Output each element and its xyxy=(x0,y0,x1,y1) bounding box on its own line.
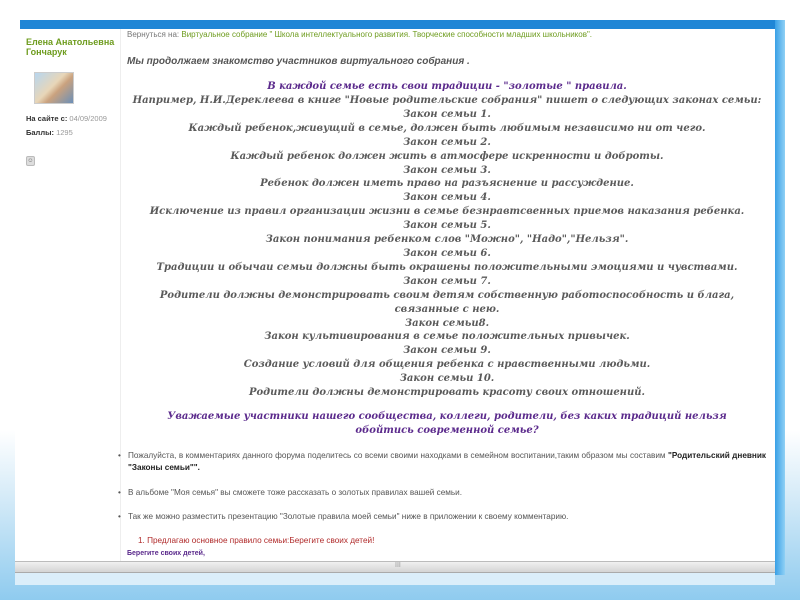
law-text: Каждый ребенок должен жить в атмосфере искренности и доброты. xyxy=(230,150,664,162)
law-heading: Закон семьи 5. xyxy=(403,220,491,232)
law-text: Закон понимания ребенком слов "Можно", "Надо","Нельзя". xyxy=(265,234,629,246)
status-icon[interactable]: ☺ xyxy=(27,158,34,164)
joined-value: 04/09/2009 xyxy=(69,114,107,123)
points-info xyxy=(26,128,73,137)
law-text: Традиции и обычаи семьи должны быть окрашены положительными эмоциями и чувствами. xyxy=(156,261,738,273)
breadcrumb xyxy=(127,30,592,39)
diary-title: "Родительский дневник "Законы семьи"". xyxy=(128,451,766,472)
law-text: Каждый ребенок,живущий в семье, должен быть любимым независимо ни от чего. xyxy=(188,122,706,134)
bullet-item: • Пожалуйста, в комментариях данного форума поделитесь со всеми своими находками в семейном воспитании,таким образом мы составим "Родительский дневник "Законы семьи"". xyxy=(118,450,766,474)
author-sidebar xyxy=(15,29,121,561)
law-text: Родители должны демонстрировать своим детям собственную работоспособность и блага, связанные с нею. xyxy=(159,289,735,315)
back-link[interactable]: Виртуальное собрание " Школа интеллектуального развития. Творческие способности младших школьников". xyxy=(181,30,593,39)
law-heading: Закон семьи 2. xyxy=(403,136,491,148)
law-text: Закон культивирования в семье положительных привычек. xyxy=(264,331,630,343)
author-name[interactable]: Елена Анатольевна Гончарук xyxy=(26,37,115,57)
bullet-item: • Так же можно разместить презентацию "Золотые правила моей семьи" ниже в приложении к своему комментарию. xyxy=(118,511,766,523)
law-text: Исключение из правил организации жизни в семье безнравтсвенных приемов наказания ребенка. xyxy=(149,206,745,218)
joined-label: На сайте с: xyxy=(26,114,68,123)
law-heading: Закон семьи 1. xyxy=(403,108,491,120)
status-strip xyxy=(15,573,775,585)
law-heading: Закон семьи 10. xyxy=(399,373,495,385)
horizontal-scrollbar[interactable] xyxy=(15,561,775,573)
law-text: Например, Н.И.Дереклеева в книге "Новые родительские собрания" пишет о следующих законах семьи: xyxy=(132,95,762,106)
law-heading: Закон семьи 7. xyxy=(403,275,491,287)
law-heading: Закон семьи 9. xyxy=(403,345,491,357)
joined-info xyxy=(26,114,107,123)
law-heading: Закон семьи8. xyxy=(404,317,490,329)
law-text: Родители должны демонстрировать красоту своих отношений. xyxy=(248,387,645,399)
main-rule: 1. Предлагаю основное правило семьи:Берегите своих детей! xyxy=(138,536,375,545)
post-title: В каждой семье есть свои традиции - "золотые " правила. xyxy=(267,81,627,92)
scrollbar-grip[interactable]: III xyxy=(395,562,401,569)
window-top-bar xyxy=(20,20,785,29)
rule-subtext: Берегите своих детей, xyxy=(127,550,205,557)
points-label: Баллы: xyxy=(26,128,54,137)
points-value: 1295 xyxy=(56,128,73,137)
post-intro: Мы продолжаем знакомство участников виртуального собрания . xyxy=(127,56,470,67)
bullet-item: • В альбоме "Моя семья" вы сможете тоже рассказать о золотых правилах вашей семьи. xyxy=(118,487,766,499)
law-heading: Закон семьи 3. xyxy=(403,164,491,176)
window-right-edge xyxy=(775,20,785,575)
avatar[interactable] xyxy=(34,72,74,104)
law-heading: Закон семьи 6. xyxy=(403,247,491,259)
laws-list xyxy=(127,94,767,400)
post-question: Уважаемые участники нашего сообщества, коллеги, родители, без каких традиций нельзя обойтись современной семье? xyxy=(167,411,727,436)
law-heading: Закон семьи 4. xyxy=(403,192,491,204)
law-text: Создание условий для общения ребенка с нравственными людьми. xyxy=(243,359,651,371)
back-label: Вернуться на: xyxy=(127,30,180,39)
law-text: Ребенок должен иметь право на разъяснение и рассуждение. xyxy=(260,178,634,190)
